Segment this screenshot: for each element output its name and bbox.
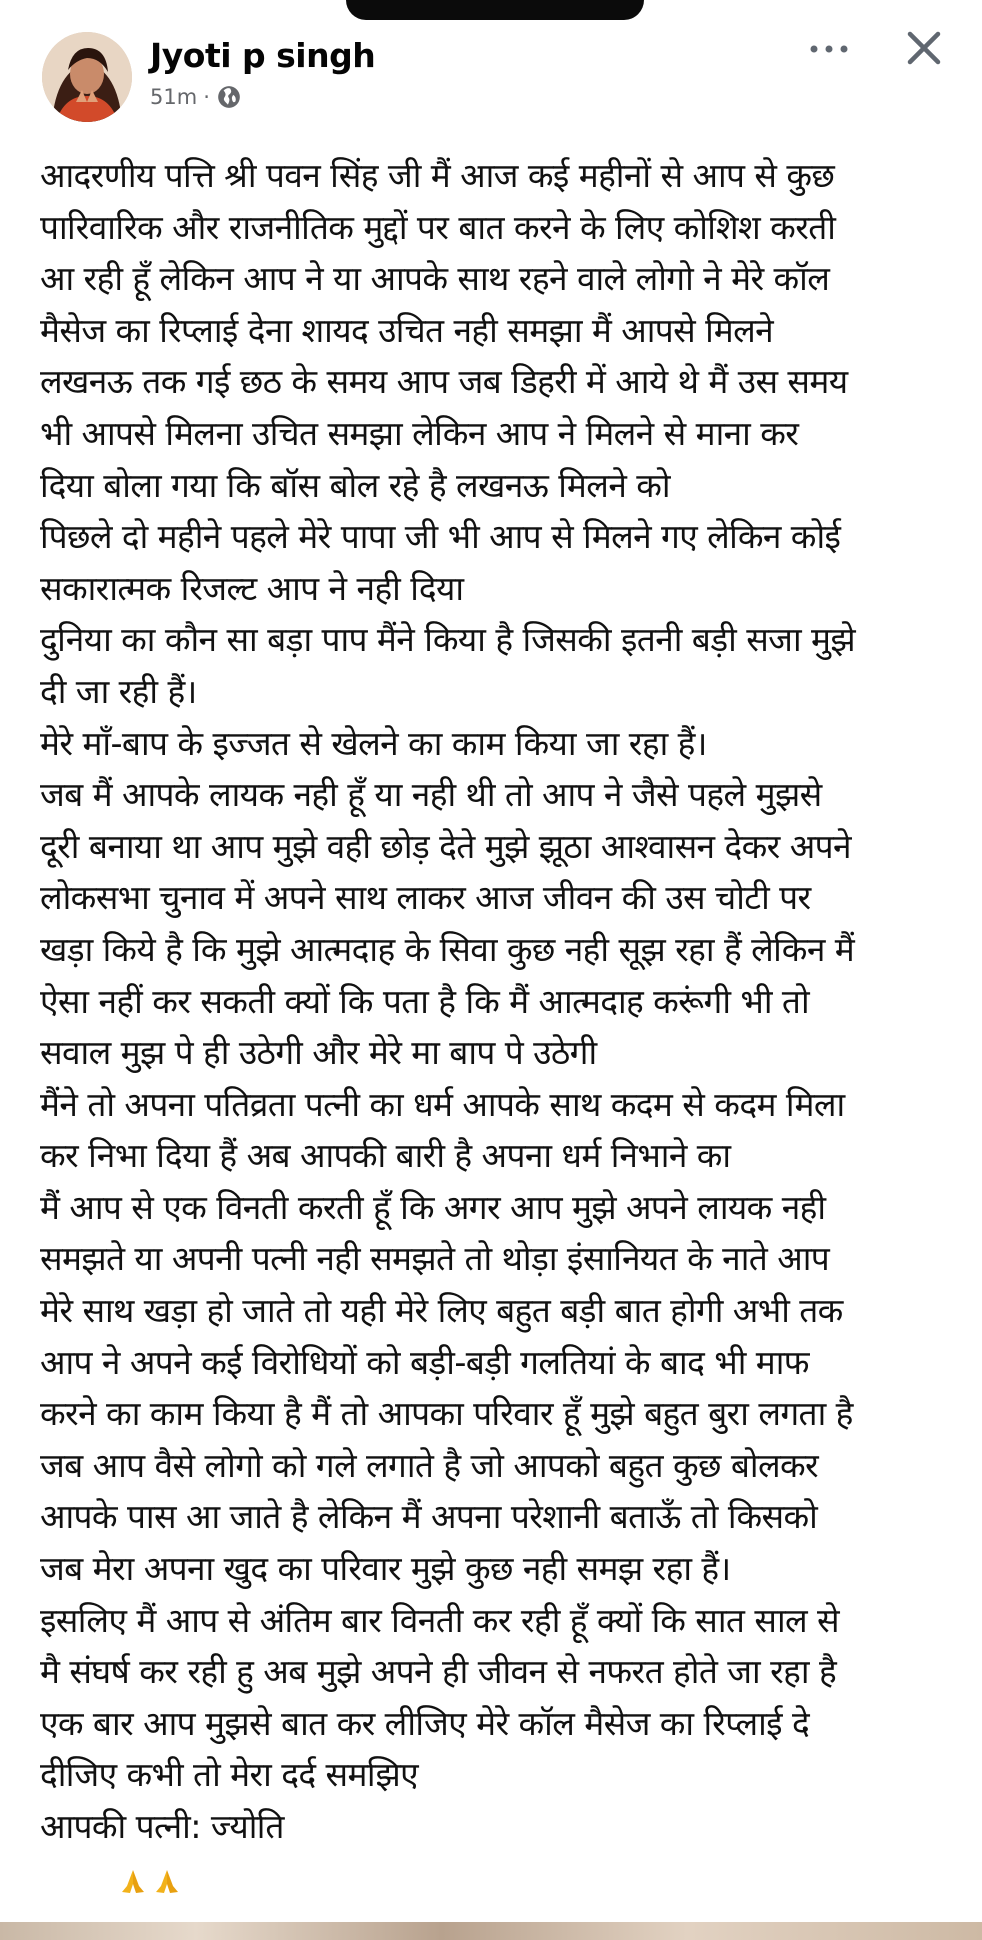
post-text-line: दूरी बनाया था आप मुझे वही छोड़ देते मुझे झूठा आश्वासन देकर अपने (40, 826, 851, 866)
post-text-line: मेरे माँ-बाप के इज्जत से खेलने का काम किया जा रहा हैं। (40, 723, 707, 763)
post-text-line: दुनिया का कौन सा बड़ा पाप मैंने किया है जिसकी इतनी बड़ी सजा मुझे (40, 620, 856, 660)
post-text-line: इसलिए मैं आप से अंतिम बार विनती कर रही हूँ क्यों कि सात साल से (40, 1600, 840, 1640)
post-text-line: मैंने तो अपना पतिव्रता पत्नी का धर्म आपके साथ कदम से कदम मिला (40, 1084, 845, 1124)
post-text-line: आपके पास आ जाते है लेकिन मैं अपना परेशानी बताऊँ तो किसको (40, 1497, 818, 1537)
post-time[interactable]: 51m (150, 85, 198, 109)
post-text-line: जब आप वैसे लोगो को गले लगाते है जो आपको बहुत कुछ बोलकर (40, 1445, 819, 1485)
post-text-line: मैसेज का रिप्लाई देना शायद उचित नही समझा मैं आपसे मिलने (40, 310, 774, 350)
post-text-line: मेरे साथ खड़ा हो जाते तो यही मेरे लिए बहुत बड़ी बात होगी अभी तक (40, 1291, 843, 1331)
post-text-line: दीजिए कभी तो मेरा दर्द समझिए (40, 1755, 419, 1795)
post-text-line: जब मेरा अपना खुद का परिवार मुझे कुछ नही समझ रहा हैं। (40, 1549, 731, 1589)
close-icon[interactable] (900, 24, 948, 72)
post-text-line: पिछले दो महीने पहले मेरे पापा जी भी आप से मिलने गए लेकिन कोई (40, 517, 841, 557)
globe-icon (216, 84, 242, 110)
post-text-line: समझते या अपनी पत्नी नही समझते तो थोड़ा इंसानियत के नाते आप (40, 1239, 830, 1279)
folded-hands-icon (118, 1866, 148, 1896)
avatar[interactable] (42, 32, 132, 122)
post-meta (150, 84, 242, 110)
post-header (0, 0, 982, 140)
post-text-line: पारिवारिक और राजनीतिक मुद्दों पर बात करने के लिए कोशिश करती (40, 207, 836, 247)
avatar-photo (42, 32, 132, 122)
post-text-line: मै संघर्ष कर रही हु अब मुझे अपने ही जीवन से नफरत होते जा रहा है (40, 1652, 837, 1692)
more-horizontal-icon[interactable] (804, 34, 854, 64)
post-text-line: आपकी पत्नी: ज्योति (40, 1807, 284, 1846)
closing-emoji-row (118, 1866, 182, 1896)
post-text-line: सकारात्मक रिजल्ट आप ने नही दिया (40, 568, 464, 608)
post-text-line: दिया बोला गया कि बॉस बोल रहे है लखनऊ मिलने को (40, 465, 670, 505)
author-name[interactable]: Jyoti p singh (150, 36, 376, 75)
post-text (40, 150, 952, 1853)
post-text-line: सवाल मुझ पे ही उठेगी और मेरे मा बाप पे उठेगी (40, 1033, 597, 1073)
post-text-line: एक बार आप मुझसे बात कर लीजिए मेरे कॉल मैसेज का रिप्लाई दे (40, 1703, 810, 1743)
post-text-line: दी जा रही हैं। (40, 671, 197, 711)
post-text-line: करने का काम किया है मैं तो आपका परिवार हूँ मुझे बहुत बुरा लगता है (40, 1394, 853, 1434)
meta-separator: · (203, 85, 210, 109)
post-text-line: जब मैं आपके लायक नही हूँ या नही थी तो आप ने जैसे पहले मुझसे (40, 775, 822, 815)
post-text-line: लखनऊ तक गई छठ के समय आप जब डिहरी में आये थे मैं उस समय (40, 362, 848, 402)
post-text-line: कर निभा दिया हैं अब आपकी बारी है अपना धर्म निभाने का (40, 1136, 731, 1176)
post-text-line: लोकसभा चुनाव में अपने साथ लाकर आज जीवन की उस चोटी पर (40, 878, 811, 918)
post-text-line: आ रही हूँ लेकिन आप ने या आपके साथ रहने वाले लोगो ने मेरे कॉल (40, 259, 830, 299)
post-text-line: आदरणीय पत्ति श्री पवन सिंह जी मैं आज कई महीनों से आप से कुछ (40, 156, 835, 195)
post-text-line: ऐसा नहीं कर सकती क्यों कि पता है कि मैं आत्मदाह करूंगी भी तो (40, 981, 810, 1021)
folded-hands-icon (152, 1866, 182, 1896)
post-text-line: आप ने अपने कई विरोधियों को बड़ी-बड़ी गलतियां के बाद भी माफ (40, 1342, 809, 1382)
next-post-preview[interactable] (0, 1922, 982, 1940)
post-text-line: भी आपसे मिलना उचित समझा लेकिन आप ने मिलने से माना कर (40, 413, 799, 453)
post-text-line: मैं आप से एक विनती करती हूँ कि अगर आप मुझे अपने लायक नही (40, 1187, 826, 1227)
post-text-line: खड़ा किये है कि मुझे आत्मदाह के सिवा कुछ नही सूझ रहा हैं लेकिन मैं (40, 929, 855, 969)
